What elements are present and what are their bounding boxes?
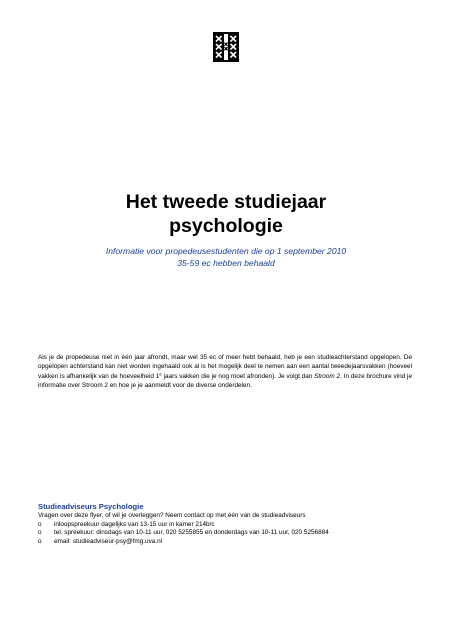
advisors-lead: Vragen over deze flyer, of wil je overleggen? Neem contact op met één van de studieadviseurs [38, 512, 306, 519]
list-item [38, 538, 412, 547]
advisors-section [38, 502, 412, 546]
title-line-2: psychologie [169, 215, 283, 237]
university-crest-icon [213, 32, 239, 62]
bullet-marker: o [38, 537, 42, 545]
advisors-email[interactable]: email: studieadviseur-psy@fmg.uva.nl [54, 537, 163, 545]
advisors-list [38, 521, 412, 547]
advisors-phone: tel. spreekuur: dinsdags van 10-11 uur, 020 5255855 en donderdags van 10-11 uur, 020 5256884 [54, 529, 329, 537]
list-item [38, 521, 412, 530]
subtitle-line-2: 35-59 ec hebben behaald [177, 257, 275, 268]
intro-text [38, 353, 412, 390]
university-logo [213, 32, 239, 62]
bullet-marker: o [38, 520, 42, 528]
intro-text-part-1: Als je de propedeuse niet in één jaar afrondt, maar wel 35 ec of meer hebt behaald, heb je een studieachterstand opgelopen. De opgelopen achterstand kan niet worden ingehaald ook al is het mogelijk deel te nemen aan een aantal tweedejaarsvakken (hoeveel vakken is afhankelijk van de hoeveelheid 1 [38, 354, 412, 380]
intro-text-part-2: jaars vakken die je nog moet afronden). Je volgt dan [161, 372, 315, 380]
intro-emphasis: Stroom 2 [314, 372, 341, 380]
advisors-heading: Studieadviseurs Psychologie [38, 502, 144, 511]
list-item [38, 529, 412, 538]
advisors-walk-in: inloopspreekuur dagelijks van 13-15 uur in kamer 214b/c [54, 520, 215, 528]
title-line-1: Het tweede studiejaar [125, 191, 327, 213]
subtitle-line-1: Informatie voor propedeusestudenten die op 1 september 2010 [105, 246, 347, 256]
intro-superscript: e [159, 371, 162, 376]
page-title [40, 190, 412, 238]
bullet-marker: o [38, 529, 42, 537]
intro-text-part-3: . In deze brochure vind je informatie over Stroom 2 en hoe je je aanmeldt voor de diverse onderdelen. [38, 372, 413, 389]
intro-paragraph [38, 353, 412, 390]
subtitle [60, 246, 392, 269]
